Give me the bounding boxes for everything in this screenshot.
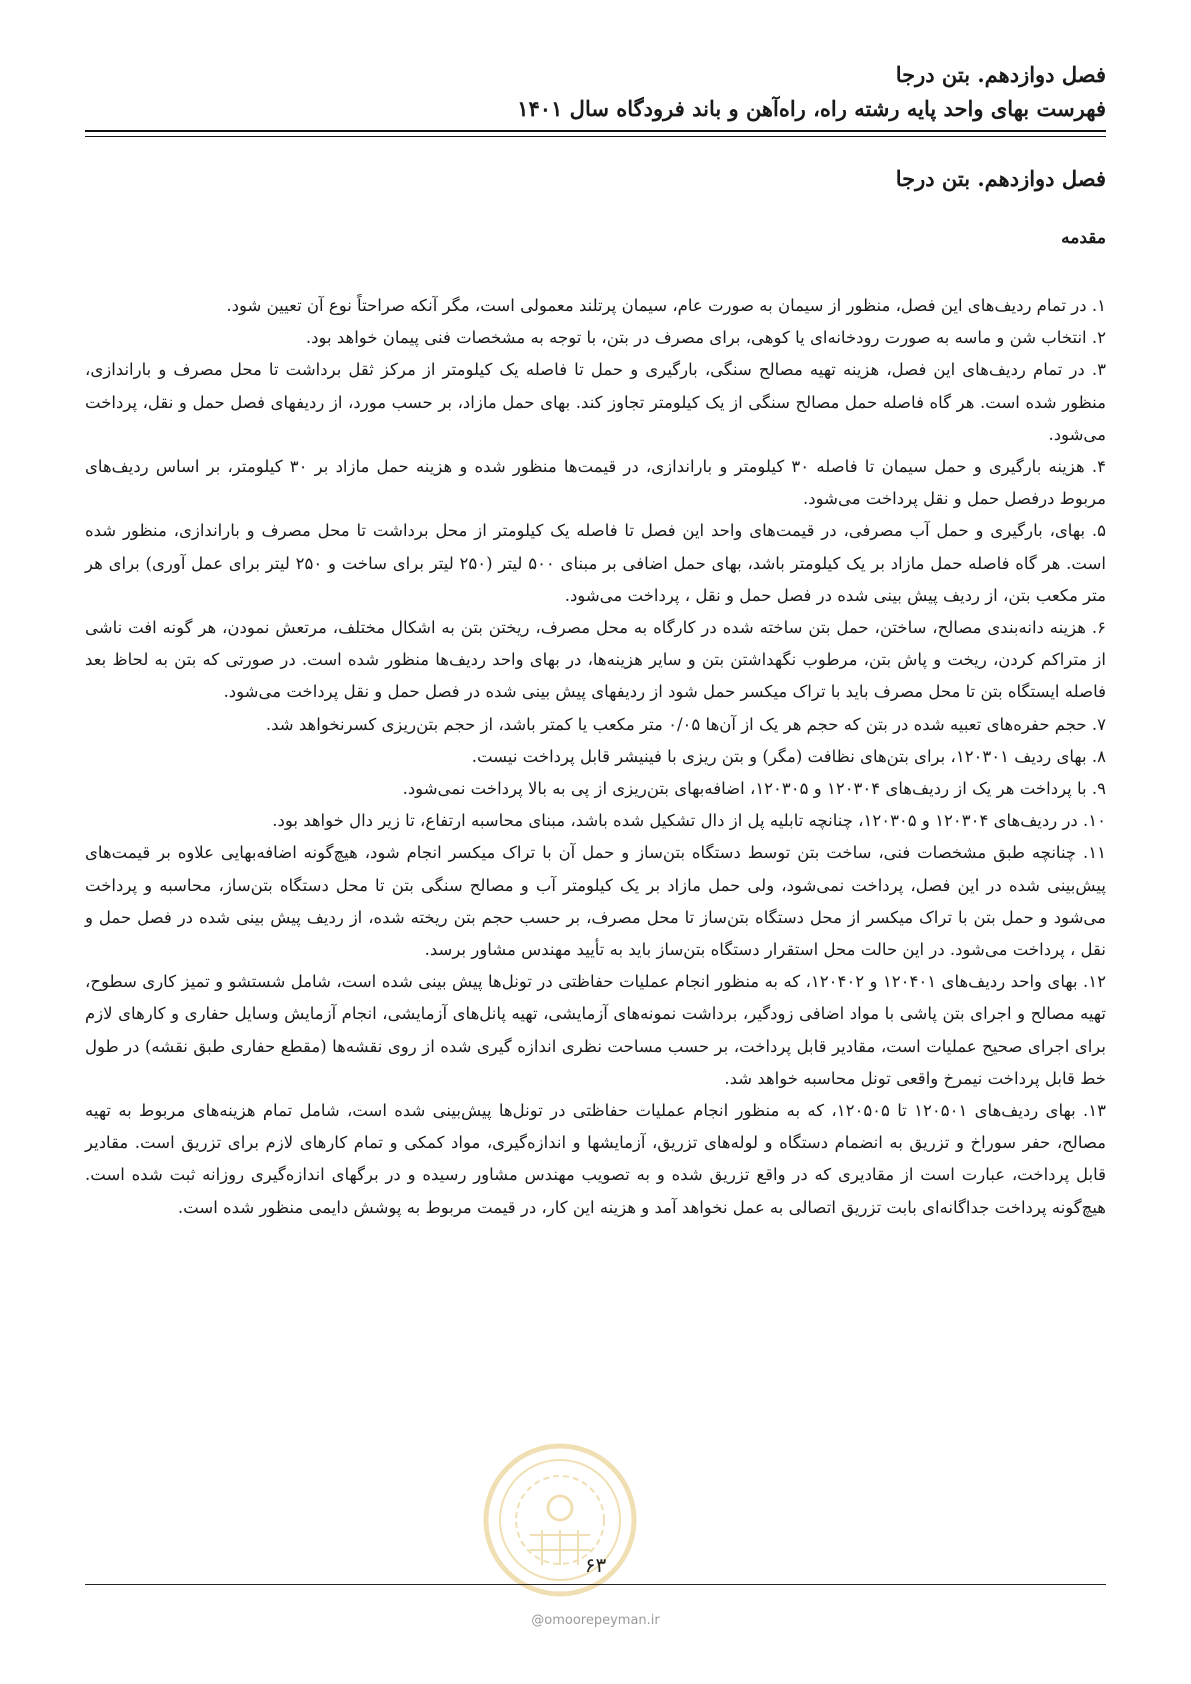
header-document-title: فهرست بهای واحد پایه رشته راه، راه‌آهن و باند فرودگاه سال ۱۴۰۱: [517, 96, 1106, 121]
paragraph-11: ۱۱. چنانچه طبق مشخصات فنی، ساخت بتن توسط دستگاه بتن‌ساز و حمل آن با تراک میکسر انجام شود، هیچ‌گونه اضافه‌بهایی علاوه بر قیمت‌های پیش‌بینی شده در این فصل، پرداخت نمی‌شود، ولی حمل مازاد بر یک کیلومتر آب و مصالح سنگی بتن تا محل دستگاه بتن‌ساز، محاسبه و پرداخت می‌شود و حمل بتن با تراک میکسر از محل دستگاه بتن‌ساز تا محل مصرف، بر حسب حجم بتن ریخته شده، از ردیف پیش بینی شده در فصل حمل و نقل ، پرداخت می‌شود. در این حالت محل استقرار دستگاه بتن‌ساز باید به تأیید مهندس مشاور برسد.: [85, 843, 1106, 960]
header-chapter: فصل دوازدهم. بتن درجا: [895, 62, 1106, 87]
paragraph-4: ۴. هزینه بارگیری و حمل سیمان تا فاصله ۳۰ کیلومتر و باراندازی، در قیمت‌ها منظور شده و هزینه حمل مازاد بر ۳۰ کیلومتر، بر اساس ردیف‌های مربوط درفصل حمل و نقل پرداخت می‌شود.: [85, 457, 1107, 509]
chapter-title: فصل دوازدهم. بتن درجا: [895, 166, 1106, 191]
paragraph-2: ۲. انتخاب شن و ماسه به صورت رودخانه‌ای یا کوهی، برای مصرف در بتن، با توجه به مشخصات فنی پیمان خواهد بود.: [305, 328, 1106, 348]
paragraph-8: ۸. بهای ردیف ۱۲۰۳۰۱، برای بتن‌های نظافت (مگر) و بتن ریزی با فینیشر قابل پرداخت نیست.: [471, 746, 1106, 766]
page-header: [85, 58, 1106, 126]
paragraph-13: ۱۳. بهای ردیف‌های ۱۲۰۵۰۱ تا ۱۲۰۵۰۵، که به منظور انجام عملیات حفاظتی در تونل‌ها پیش‌بینی شده است، شامل تمام هزینه‌های مربوط به تهیه مصالح، حفر سوراخ و تزریق به انضمام دستگاه و لوله‌های تزریق، آزمایشها و اندازه‌گیری، مواد کمکی و تمام کارهای لازم برای تزریق است. مقادیر قابل پرداخت، عبارت است از مقادیری که در واقع تزریق شده و به تصویب مهندس مشاور رسیده و در برگهای اندازه‌گیری روزانه ثبت شده است. هیچ‌گونه پرداخت جداگانه‌ای بابت تزریق اتصالی به عمل نخواهد آمد و هزینه این کار، در قیمت مربوط به پوشش دایمی منظور شده است.: [85, 1101, 1106, 1217]
body-text: [85, 290, 1106, 1224]
paragraph-9: ۹. با پرداخت هر یک از ردیف‌های ۱۲۰۳۰۴ و ۱۲۰۳۰۵، اضافه‌بهای بتن‌ریزی از پی به بالا پرداخت نمی‌شود.: [402, 779, 1106, 799]
paragraph-12: ۱۲. بهای واحد ردیف‌های ۱۲۰۴۰۱ و ۱۲۰۴۰۲، که به منظور انجام عملیات حفاظتی در تونل‌ها پیش بینی شده است، شامل شستشو و تمیز کاری سطوح، تهیه مصالح و اجرای بتن پاشی با مواد اضافی زودگیر، برداشت نمونه‌های آزمایشی، تهیه پانل‌های آزمایشی، انجام آزمایش وسایل حفاری و کارهای لازم برای اجرای صحیح عملیات است، مقادیر قابل پرداخت، بر حسب مساحت نظری اندازه گیری شده از روی نقشه‌ها (مقطع حفاری طبق نقشه) در طول خط قابل پرداخت نیمرخ واقعی تونل محاسبه خواهد شد.: [85, 972, 1106, 1088]
paragraph-10: ۱۰. در ردیف‌های ۱۲۰۳۰۴ و ۱۲۰۳۰۵، چنانچه تابلیه پل از دال تشکیل شده باشد، مبنای محاسبه ارتفاع، تا زیر دال خواهد بود.: [272, 811, 1106, 831]
paragraph-7: ۷. حجم حفره‌های تعبیه شده در بتن که حجم هر یک از آن‌ها ۰/۰۵ متر مکعب یا کمتر باشد، از حجم بتن‌ریزی کسرنخواهد شد.: [265, 714, 1106, 734]
header-divider: [85, 130, 1106, 137]
paragraph-1: ۱. در تمام ردیف‌های این فصل، منظور از سیمان به صورت عام، سیمان پرتلند معمولی است، مگر آنکه صراحتاً نوع آن تعیین شود.: [226, 296, 1106, 315]
page-number: ۶۳: [584, 1553, 607, 1577]
footer-site-watermark: @omoorepeyman.ir: [531, 1613, 660, 1628]
paragraph-3: ۳. در تمام ردیف‌های این فصل، هزینه تهیه مصالح سنگی، بارگیری و حمل تا فاصله یک کیلومتر از مرکز ثقل برداشت تا محل مصرف و باراندازی، منظور شده است. هر گاه فاصله حمل مصالح سنگی از یک کیلومتر تجاوز کند. بهای حمل مازاد، بر حسب مورد، از ردیفهای فصل حمل و نقل، پرداخت می‌شود.: [85, 360, 1106, 444]
paragraph-5: ۵. بهای، بارگیری و حمل آب مصرفی، در قیمت‌های واحد این فصل تا فاصله یک کیلومتر از محل برداشت تا محل مصرف و باراندازی، منظور شده است. هر گاه فاصله حمل مازاد بر یک کیلومتر باشد، بهای حمل اضافی بر مبنای ۵۰۰ لیتر (۲۵۰ لیتر برای ساخت و ۲۵۰ لیتر برای عمل آوری) برای هر متر مکعب بتن، از ردیف پیش بینی شده در فصل حمل و نقل ، پرداخت می‌شود.: [85, 521, 1106, 605]
paragraph-6: ۶. هزینه دانه‌بندی مصالح، ساختن، حمل بتن ساخته شده در کارگاه به محل مصرف، ریختن بتن به اشکال مختلف، مرتعش نمودن، هر گونه افت ناشی از متراکم کردن، ریخت و پاش بتن، مرطوب نگهداشتن بتن و سایر هزینه‌ها، در بهای واحد ردیف‌ها منظور شده است. در صورتی که بتن به لحاظ بعد فاصله ایستگاه بتن تا محل مصرف باید با تراک میکسر حمل شود از ردیفهای پیش بینی شده در فصل حمل و نقل پرداخت می‌شود.: [85, 618, 1106, 702]
footer-divider: [85, 1584, 1106, 1585]
section-heading-introduction: مقدمه: [1061, 228, 1106, 248]
